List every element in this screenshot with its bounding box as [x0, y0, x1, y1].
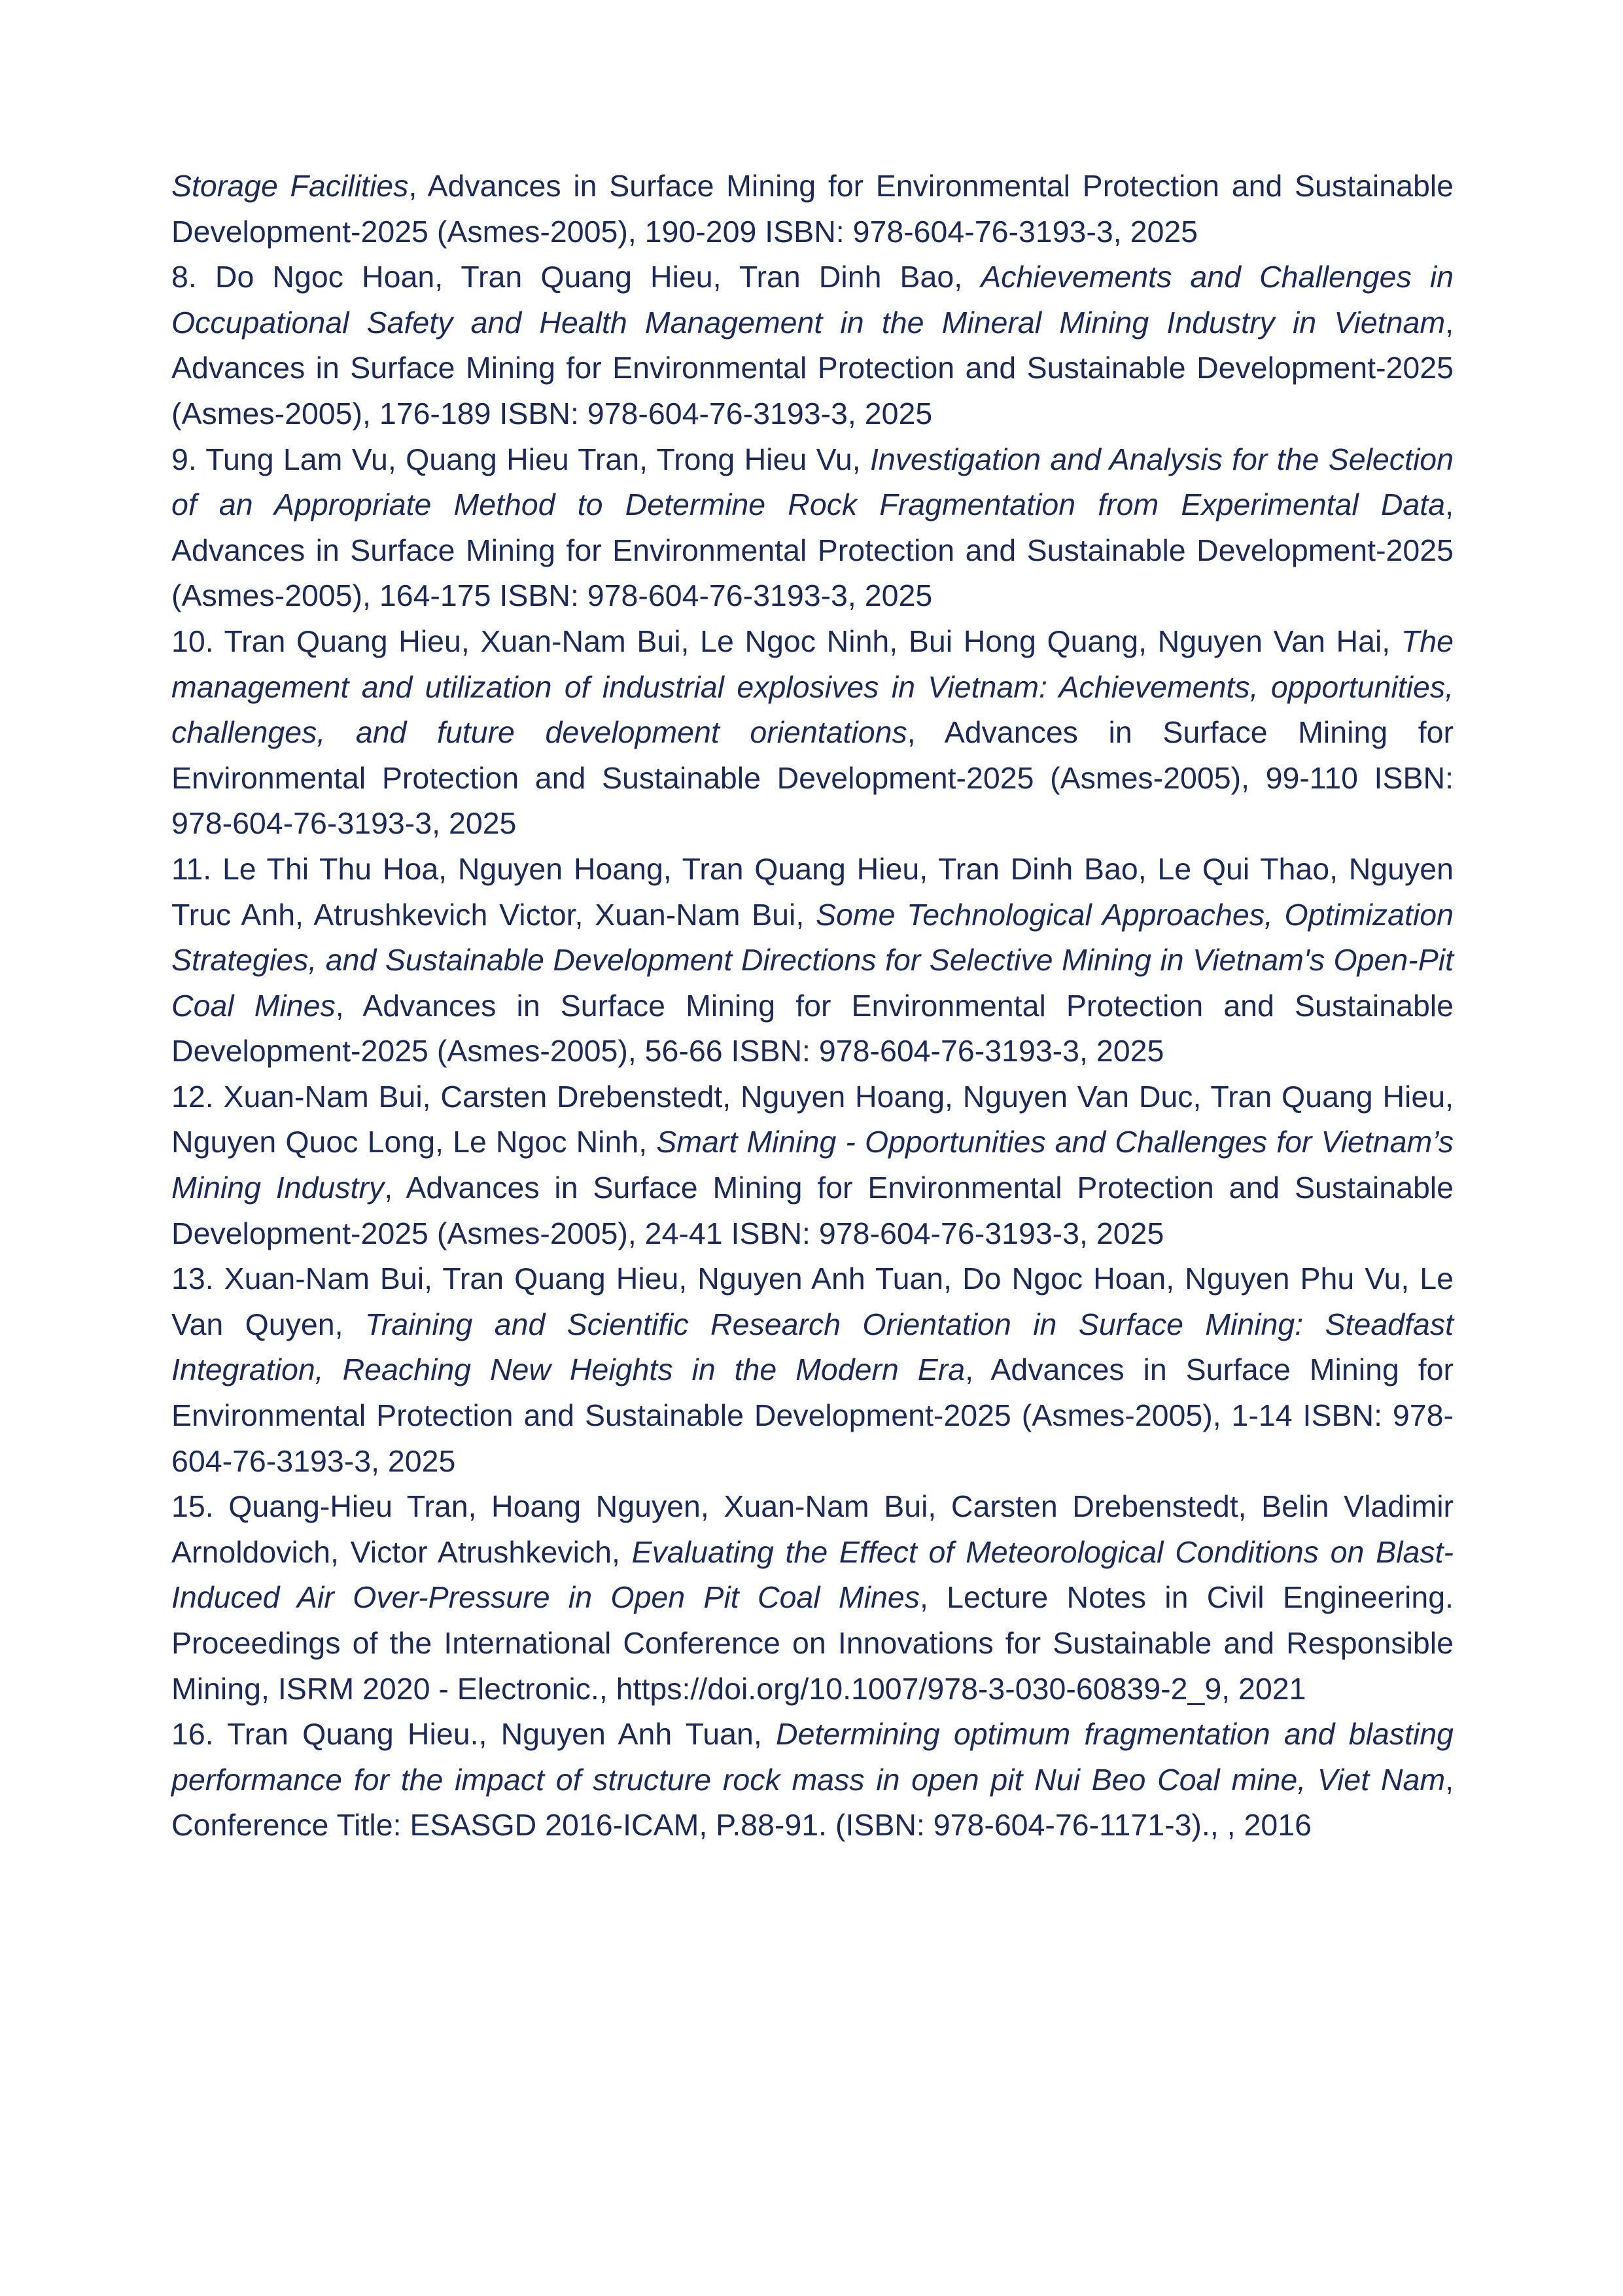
reference-source: , Advances in Surface Mining for Environmental Protection and Sustainable Development-2025 (Asmes-2005), 56-66 ISBN: 978-604-76-3193-3, 2025 — [171, 988, 1454, 1069]
reference-entry — [171, 1484, 1454, 1712]
reference-title: The management and utilization of industrial explosives in Vietnam: Achievements, opportunities, challenges, and future development orientations — [171, 624, 1454, 750]
reference-title: Smart Mining - Opportunities and Challenges for Vietnam’s Mining Industry — [171, 1125, 1454, 1205]
reference-entry — [171, 1256, 1454, 1484]
reference-authors: Xuan-Nam Bui, Tran Quang Hieu, Nguyen Anh Tuan, Do Ngoc Hoan, Nguyen Phu Vu, Le Van Quyen, — [171, 1262, 1454, 1341]
reference-number: 10. — [171, 624, 214, 658]
reference-title: Evaluating the Effect of Meteorological Conditions on Blast-Induced Air Over-Pressure in Open Pit Coal Mines — [171, 1534, 1454, 1615]
reference-source: , Advances in Surface Mining for Environmental Protection and Sustainable Development-2025 (Asmes-2005), 99-110 ISBN: 978-604-76-3193-3, 2025 — [171, 715, 1454, 841]
reference-number: 11. — [171, 851, 212, 886]
reference-source: , Advances in Surface Mining for Environmental Protection and Sustainable Development-2025 (Asmes-2005), 176-189 ISBN: 978-604-76-3193-3, 2025 — [171, 305, 1454, 431]
reference-entry — [171, 847, 1454, 1074]
reference-authors: Tran Quang Hieu, Xuan-Nam Bui, Le Ngoc Ninh, Bui Hong Quang, Nguyen Van Hai, — [224, 624, 1401, 658]
reference-number: 16. — [171, 1717, 214, 1752]
reference-title: Storage Facilities — [171, 169, 409, 203]
reference-authors: Xuan-Nam Bui, Carsten Drebenstedt, Nguyen Hoang, Nguyen Van Duc, Tran Quang Hieu, Nguyen Quoc Long, Le Ngoc Ninh, — [171, 1079, 1454, 1159]
reference-number: 15. — [171, 1489, 214, 1524]
reference-entry — [171, 164, 1454, 255]
reference-authors: Le Thi Thu Hoa, Nguyen Hoang, Tran Quang Hieu, Tran Dinh Bao, Le Qui Thao, Nguyen Truc Anh, Atrushkevich Victor, Xuan-Nam Bui, — [171, 851, 1454, 932]
reference-number: 8. — [171, 260, 197, 294]
reference-title: Some Technological Approaches, Optimization Strategies, and Sustainable Development Directions for Selective Mining in Vietnam's Open-Pit Coal Mines — [171, 897, 1454, 1023]
reference-authors: Do Ngoc Hoan, Tran Quang Hieu, Tran Dinh Bao, — [215, 260, 981, 294]
reference-number: 12. — [171, 1079, 214, 1114]
reference-entry — [171, 437, 1454, 619]
reference-title: Investigation and Analysis for the Selection of an Appropriate Method to Determine Rock Fragmentation from Experimental Data — [171, 442, 1454, 522]
reference-authors: Tung Lam Vu, Quang Hieu Tran, Trong Hieu Vu, — [205, 442, 870, 476]
reference-authors: Tran Quang Hieu., Nguyen Anh Tuan, — [227, 1717, 776, 1752]
reference-number: 13. — [171, 1262, 214, 1296]
reference-source: , Lecture Notes in Civil Engineering. Proceedings of the International Conference on Innovations for Sustainable and Responsible Mining, ISRM 2020 - Electronic., https://doi.org/10.1007/978-3-030-60839-2_9, 2021 — [171, 1580, 1454, 1706]
reference-entry — [171, 255, 1454, 436]
reference-source: , Advances in Surface Mining for Environmental Protection and Sustainable Development-2025 (Asmes-2005), 190-209 ISBN: 978-604-76-3193-3, 2025 — [171, 169, 1454, 249]
reference-source: , Conference Title: ESASGD 2016-ICAM, P.88-91. (ISBN: 978-604-76-1171-3)., , 2016 — [171, 1762, 1454, 1843]
reference-title: Training and Scientific Research Orientation in Surface Mining: Steadfast Integration, Reaching New Heights in the Modern Era — [171, 1307, 1454, 1387]
reference-title: Determining optimum fragmentation and blasting performance for the impact of structure rock mass in open pit Nui Beo Coal mine, Viet Nam — [171, 1717, 1454, 1797]
reference-entry — [171, 1712, 1454, 1848]
reference-list — [171, 164, 1454, 1848]
reference-authors: Quang-Hieu Tran, Hoang Nguyen, Xuan-Nam Bui, Carsten Drebenstedt, Belin Vladimir Arnoldovich, Victor Atrushkevich, — [171, 1489, 1454, 1569]
reference-entry — [171, 1074, 1454, 1256]
reference-source: , Advances in Surface Mining for Environmental Protection and Sustainable Development-2025 (Asmes-2005), 1-14 ISBN: 978-604-76-3193-3, 2025 — [171, 1352, 1454, 1478]
reference-number: 9. — [171, 442, 197, 476]
reference-source: , Advances in Surface Mining for Environmental Protection and Sustainable Development-2025 (Asmes-2005), 24-41 ISBN: 978-604-76-3193-3, 2025 — [171, 1171, 1454, 1250]
reference-entry — [171, 619, 1454, 847]
reference-title: Achievements and Challenges in Occupational Safety and Health Management in the Mineral Mining Industry in Vietnam — [171, 260, 1454, 340]
reference-source: , Advances in Surface Mining for Environmental Protection and Sustainable Development-2025 (Asmes-2005), 164-175 ISBN: 978-604-76-3193-3, 2025 — [171, 487, 1454, 613]
